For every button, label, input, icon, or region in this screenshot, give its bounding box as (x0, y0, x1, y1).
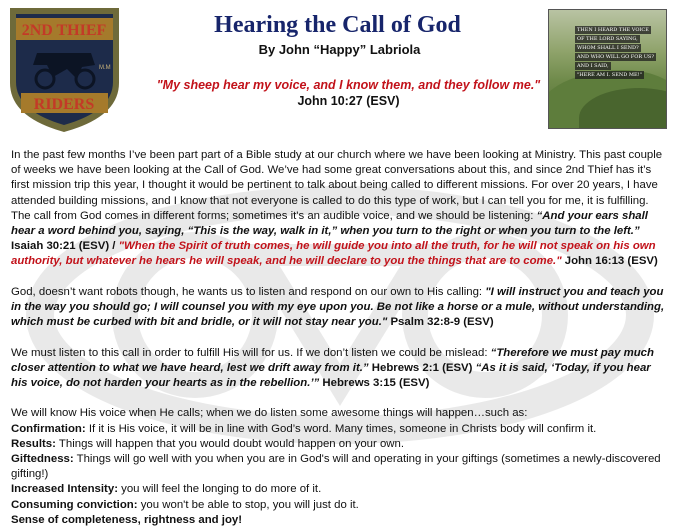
featured-quote: "My sheep hear my voice, and I know them, and they follow me." (156, 78, 541, 92)
scripture-quote: “As it is said, ‘Today, if you hear his voice, do not harden your hearts as in the rebellion.’” (11, 361, 651, 390)
article-body (11, 148, 667, 528)
list-item: Increased Intensity: you will feel the longing to do more of it. (11, 483, 322, 496)
list-item: Sense of completeness, rightness and joy! (11, 513, 243, 526)
logo-side-text: M.M (99, 65, 111, 71)
scripture-quote: "I will instruct you and teach you in the way you should go; I will counsel you with my eye upon you. Be not like a horse or a mule, without understanding, which must be curbed with bit and bridle, or it will not stay near you." (11, 285, 665, 329)
photo-verse: THEN I HEARD THE VOICE OF THE LORD SAYING, WHOM SHALL I SEND? AND WHO WILL GO FOR US? AND I SAID, "HERE AM I. SEND ME!" (577, 27, 655, 78)
scripture-reference: Psalm 32:8-9 (ESV) (387, 316, 494, 329)
scripture-reference: John 16:13 (ESV) (561, 255, 658, 268)
paragraph-2: God, doesn’t want robots though, he wants us to listen and respond on our own to His calling: "I will instruct you and teach you in the way you should go; I will counsel you with my eye upon you. Be not like a horse or a mule, without understanding, which must be curbed with bit and bridle, or it will not stay near you." Psalm 32:8-9 (ESV) (11, 285, 665, 329)
author-byline: By John “Happy” Labriola (258, 42, 421, 57)
list-item: Giftedness: Things will go well with you when you are in God's will and operating in your giftings (sometimes a newly-discovered gifting!) (11, 453, 661, 481)
list-item: Results: Things will happen that you would doubt would happen on your own. (11, 437, 405, 450)
scripture-reference: Isaiah 30:21 (ESV) / (11, 240, 119, 253)
logo-top-text: 2ND THIEF (21, 22, 107, 39)
scripture-reference: Hebrews 2:1 (ESV) (368, 361, 476, 374)
featured-quote-reference: John 10:27 (ESV) (297, 94, 400, 108)
list-item: Confirmation: If it is His voice, it will be in line with God’s word. Many times, someone in Christs body will confirm it. (11, 422, 597, 435)
list-item: Consuming conviction: you won't be able to stop, you will just do it. (11, 498, 359, 511)
list-intro: We will know His voice when He calls; when we do listen some awesome things will happen…such as: (11, 407, 528, 420)
scripture-quote: “And your ears shall hear a word behind you, saying, “This is the way, walk in it,” when you turn to the right or when you turn to the left.” (11, 209, 648, 238)
paragraph-1: In the past few months I’ve been part part of a Bible study at our church where we have been looking at Ministry. This past couple of weeks we have been looking at the Call of God. We’ve had some great conversations about this, and since 2nd Thief has it’s first mission trip this year, I thought it would be pertinent to talk about being called to different missions. For over 20 years, I have attended building missions, and I know that not everyone is called to do this type of work, but I can tell you for me, it is fulfilling. The call from God comes in different forms; sometimes it's an audible voice, and we should be listening: “And your ears shall hear a word behind you, saying, “This is the way, walk in it,” when you turn to the right or when you turn to the left.” Isaiah 30:21 (ESV) / "When the Spirit of truth comes, he will guide you into all the truth, for he will not speak on his own authority, but whatever he hears he will speak, and he will declare to you the things that are to come." John 16:13 (ESV) (11, 149, 663, 268)
scripture-reference: Hebrews 3:15 (ESV) (319, 377, 430, 390)
page-title: Hearing the Call of God (214, 12, 461, 38)
paragraph-3: We must listen to this call in order to fulfill His will for us. If we don’t listen we could be mislead: “Therefore we must pay much closer attention to what we have heard, lest we drift away from it.” Hebrews 2:1 (ESV) “As it is said, ‘Today, if you hear his voice, do not harden your hearts as in the rebellion.’” Hebrews 3:15 (ESV) (11, 346, 654, 390)
scripture-quote: “Therefore we must pay much closer attention to what we have heard, lest we drift away from it.” (11, 346, 654, 374)
scripture-quote-red: "When the Spirit of truth comes, he will guide you into all the truth, for he will not speak on his own authority, but whatever he hears he will speak, and he will declare to you the things that are to come." (11, 240, 656, 268)
logo-bottom-text: RIDERS (33, 96, 95, 113)
